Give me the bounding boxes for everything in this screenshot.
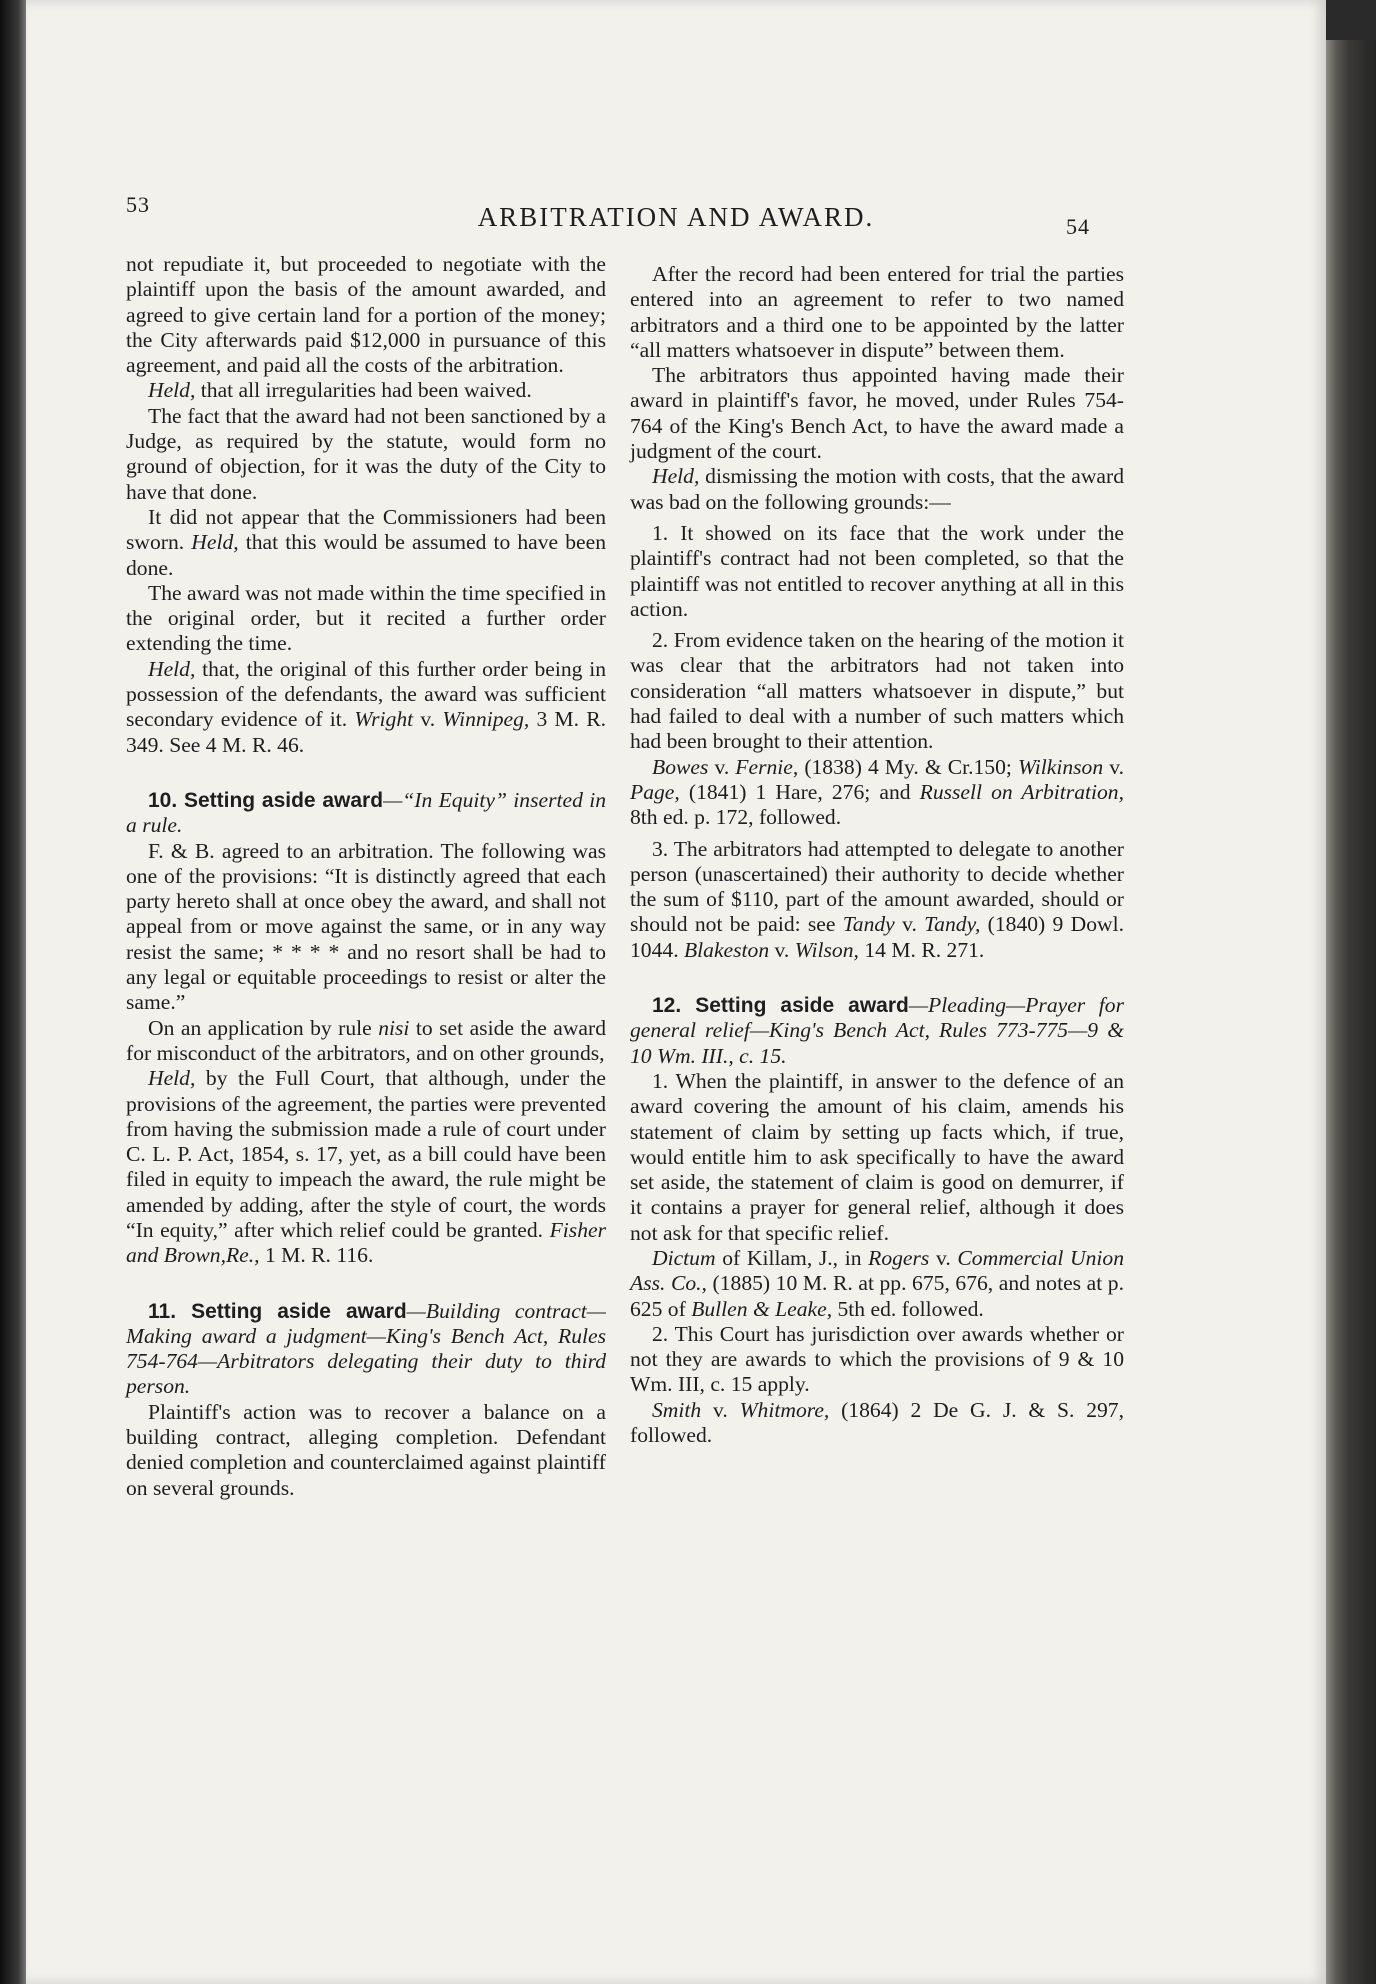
paragraph: The award was not made within the time specified in the original order, but it recited a further order extending the time. <box>126 580 606 656</box>
citation: (1840) 9 Dowl. 1044. <box>630 912 1124 962</box>
case-name: Rogers <box>868 1245 930 1270</box>
case-name: Russell on Arbitration, <box>919 779 1124 804</box>
citation: 8th ed. p. 172, followed. <box>630 805 842 830</box>
paragraph-text: It did not appear that the Commissioners had been sworn. <box>126 504 606 555</box>
versus: v. <box>701 1397 740 1422</box>
case-name: Fernie, <box>735 754 799 779</box>
versus: v. <box>1103 754 1124 779</box>
right-column <box>630 262 1124 1448</box>
paragraph <box>126 657 606 758</box>
paragraph <box>630 1246 1124 1322</box>
paragraph: After the record had been entered for trial the parties entered into an agreement to refer to two named arbitrators and a third one to be appointed by the latter “all matters whatsoever in dispute” between them. <box>630 262 1124 362</box>
paragraph: Plaintiff's action was to recover a balance on a building contract, alleging completion. Defendant denied completion and counterclaimed against plaintiff on several grounds. <box>126 1399 606 1500</box>
paragraph <box>126 1016 606 1067</box>
italic-term: nisi <box>378 1015 410 1040</box>
case-name: Wright <box>354 707 414 732</box>
case-name: Winnipeg, <box>442 707 530 732</box>
paragraph <box>630 837 1124 963</box>
running-title: ARBITRATION AND AWARD. <box>477 202 875 232</box>
case-name: Wilson, <box>794 937 859 962</box>
book-binding <box>0 0 26 1984</box>
citation: 1 M. R. 116. <box>259 1243 374 1268</box>
section-title: Setting aside award <box>176 1299 407 1323</box>
section-number: 10. <box>148 788 178 812</box>
paragraph <box>630 464 1124 515</box>
paragraph <box>126 505 606 581</box>
paragraph <box>126 1066 606 1268</box>
paragraph <box>126 378 606 403</box>
versus: v. <box>929 1245 958 1270</box>
section-subtitle: —Pleading—Prayer for general relief—King's Bench Act, Rules 773-775—9 & 10 Wm. III., c. 15. <box>630 993 1124 1068</box>
held-label: Held, <box>148 378 196 403</box>
section-title: Setting aside award <box>177 788 384 812</box>
case-name: Fisher and Brown,Re., <box>126 1217 606 1268</box>
case-name: Commercial Union Ass. Co., <box>630 1245 1124 1296</box>
paragraph-text: dismissing the motion with costs, that the award was bad on the following grounds:— <box>630 464 1124 514</box>
citation: 3 M. R. 349. See 4 M. R. 46. <box>126 707 607 757</box>
citation: (1838) 4 My. & Cr.150; <box>798 754 1018 779</box>
paragraph: 2. This Court has jurisdiction over awards whether or not they are awards to which the provisions of 9 & 10 Wm. III, c. 15 apply. <box>630 1321 1124 1397</box>
paragraph: F. & B. agreed to an arbitration. The following was one of the provisions: “It is distinctly agreed that each party hereto shall at once obey the award, and shall not appeal from or move against the same, or in any way resist the same; * * * * and no resort shall be had to any legal or equitable proceedings to resist or alter the same.” <box>126 838 606 1015</box>
held-label: Held, <box>652 464 700 489</box>
versus: v. <box>769 937 795 962</box>
versus: v. <box>413 707 443 732</box>
paragraph-text: of Killam, J., in <box>715 1245 869 1270</box>
section-title: Setting aside award <box>681 994 909 1018</box>
book-page <box>26 0 1326 1984</box>
section-heading-11 <box>126 1299 606 1400</box>
paragraph: 1. It showed on its face that the work under the plaintiff's contract had not been completed, so that the plaintiff was not entitled to recover anything at all in this action. <box>630 520 1124 621</box>
paragraph <box>630 755 1124 831</box>
case-name: Page, <box>630 779 680 804</box>
case-name: Tandy <box>842 912 895 937</box>
citation: 14 M. R. 271. <box>858 937 985 962</box>
page-header <box>26 0 1326 260</box>
citation: 5th ed. followed. <box>832 1296 984 1321</box>
versus: v. <box>894 912 925 937</box>
case-name: Smith <box>652 1397 702 1422</box>
versus: v. <box>708 754 736 779</box>
case-name: Bullen & Leake, <box>691 1296 833 1321</box>
paragraph-text: to set aside the award for misconduct of the arbitrators, and on other grounds, <box>126 1015 607 1065</box>
section-number: 11. <box>148 1299 177 1323</box>
paragraph: not repudiate it, but proceeded to negotiate with the plaintiff upon the basis of the amount awarded, and agreed to give certain land for a portion of the money; the City afterwards paid $12,000 in pursuance of this agreement, and paid all the costs of the arbitration. <box>126 252 606 378</box>
spacer <box>126 1269 606 1299</box>
paragraph-text: that all irregularities had been waived. <box>195 378 532 403</box>
italic-term: Dictum <box>652 1245 716 1270</box>
paragraph: 1. When the plaintiff, in answer to the defence of an award covering the amount of his claim, amends his statement of claim by setting up facts which, if true, would entitle him to ask specifically to have the award set aside, the statement of claim is good on demurrer, if it contains a prayer for general relief, although it does not ask for that specific relief. <box>630 1068 1124 1245</box>
paragraph <box>630 1398 1124 1449</box>
spacer <box>630 963 1124 993</box>
case-name: Wilkinson <box>1017 754 1104 779</box>
citation: (1885) 10 M. R. at pp. 675, 676, and notes at p. 625 of <box>630 1271 1124 1321</box>
citation: (1864) 2 De G. J. & S. 297, followed. <box>630 1397 1124 1448</box>
section-heading-12 <box>630 993 1124 1069</box>
paragraph-text: 3. The arbitrators had attempted to delegate to another person (unascertained) their authority to decide whether the sum of $110, part of the amount awarded, should or should not be paid: see <box>630 836 1124 937</box>
section-heading-10 <box>126 788 606 839</box>
page-edges <box>1326 40 1376 1984</box>
case-name: Blakeston <box>683 937 770 962</box>
section-subtitle: —“In Equity” inserted in a rule. <box>126 787 606 838</box>
paragraph-text: by the Full Court, that although, under the provisions of the agreement, the parties were prevented from having the submission made a rule of court under C. L. P. Act, 1854, s. 17, yet, as a bill could have been filed in equity to impeach the award, the rule might be amended by adding, after the style of court, the words “In equity,” after which relief could be granted. <box>126 1066 606 1242</box>
held-label: Held, <box>148 656 196 681</box>
paragraph-text: On an application by rule <box>148 1015 379 1040</box>
page-number-left: 53 <box>126 192 150 217</box>
paragraph: 2. From evidence taken on the hearing of the motion it was clear that the arbitrators had not taken into consideration “all matters whatsoever in dispute,” but had failed to deal with a number of such matters which had been brought to their attention. <box>630 628 1124 754</box>
case-name: Whitmore, <box>739 1397 830 1422</box>
case-name: Bowes <box>652 754 709 779</box>
held-label: Held, <box>191 530 239 555</box>
left-column <box>126 252 606 1501</box>
spacer <box>126 758 606 788</box>
section-subtitle: —Building contract—Making award a judgment—King's Bench Act, Rules 754-764—Arbitrators delegating their duty to third person. <box>126 1298 606 1399</box>
section-number: 12. <box>652 994 682 1018</box>
paragraph: The fact that the award had not been sanctioned by a Judge, as required by the statute, would form no ground of objection, for it was the duty of the City to have that done. <box>126 403 606 504</box>
page-number-right: 54 <box>1066 214 1090 239</box>
held-label: Held, <box>148 1066 196 1091</box>
paragraph-text: that, the original of this further order being in possession of the defendants, the award was sufficient secondary evidence of it. <box>126 656 606 732</box>
paragraph-text: that this would be assumed to have been done. <box>126 530 606 580</box>
citation: (1841) 1 Hare, 276; and <box>679 779 920 804</box>
paragraph: The arbitrators thus appointed having made their award in plaintiff's favor, he moved, under Rules 754-764 of the King's Bench Act, to have the award made a judgment of the court. <box>630 363 1124 464</box>
case-name: Tandy, <box>924 912 981 937</box>
